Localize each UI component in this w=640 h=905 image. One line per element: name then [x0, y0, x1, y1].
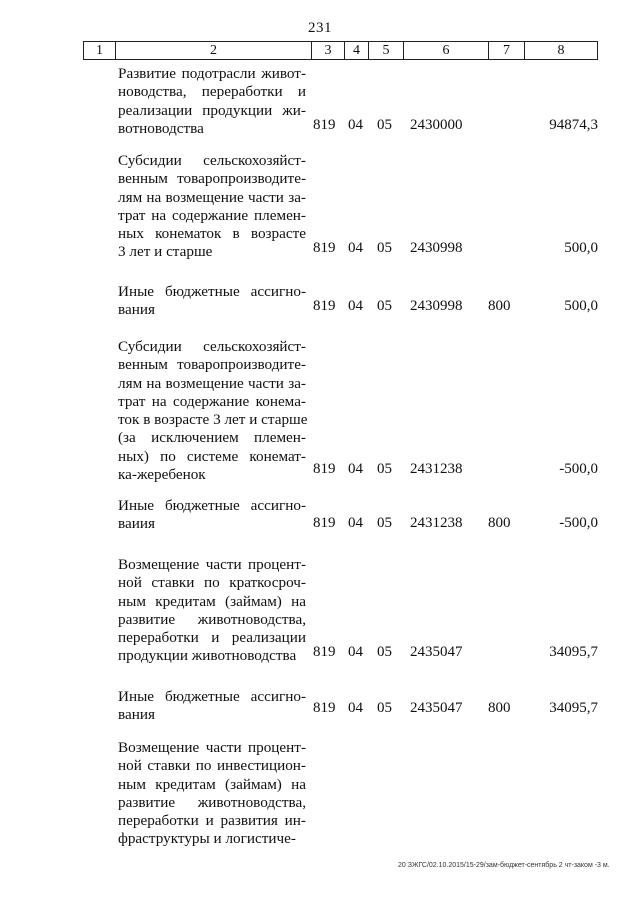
row-description	[118, 283, 306, 320]
description-line: 3 лет и старше	[118, 243, 213, 261]
description-line: Иные бюджетные ассигно-	[118, 497, 306, 514]
cell-c7: 800	[488, 515, 511, 531]
cell-c8: 500,0	[564, 240, 598, 256]
description-line: продукции животноводства	[118, 647, 297, 665]
cell-c5: 05	[377, 644, 392, 660]
header-col-2: 2	[115, 42, 311, 59]
cell-c6: 2431238	[410, 515, 463, 531]
cell-c4: 04	[348, 700, 363, 716]
header-col-8: 8	[524, 42, 597, 59]
footer-note: 20 ЗЖГС/02.10.2015/15-29/зам-бюджет-сентябрь 2 чт-заком -3 м.	[398, 862, 610, 869]
description-line: ваиия	[118, 515, 155, 533]
description-line: ным кредитам (займам) на	[118, 775, 306, 793]
description-line: ных конематок в возрасте	[118, 225, 306, 243]
header-col-4: 4	[344, 42, 368, 59]
description-line: Субсидии сельскохозяйст-	[118, 152, 306, 169]
cell-c8: 34095,7	[549, 700, 598, 716]
description-line: развитие животноводства,	[118, 610, 306, 628]
description-line: Иные бюджетные ассигно-	[118, 688, 306, 705]
cell-c3: 819	[313, 240, 336, 256]
row-description	[118, 688, 306, 725]
description-line: ка-жеребенок	[118, 466, 206, 484]
description-line: лям на возмещение части за-	[118, 374, 306, 392]
cell-c4: 04	[348, 240, 363, 256]
cell-c3: 819	[313, 461, 336, 477]
description-line: новодства, переработки и	[118, 83, 306, 101]
description-line: Возмещение части процент-	[118, 739, 306, 756]
cell-c8: 94874,3	[549, 117, 598, 133]
description-line: Иные бюджетные ассигно-	[118, 283, 306, 300]
description-line: переработки и реализации	[118, 629, 306, 647]
page-number: 231	[308, 20, 332, 36]
header-col-5: 5	[368, 42, 403, 59]
description-line: развитие животноводства,	[118, 793, 306, 811]
cell-c3: 819	[313, 298, 336, 314]
cell-c3: 819	[313, 644, 336, 660]
header-col-1: 1	[96, 43, 103, 58]
cell-c3: 819	[313, 515, 336, 531]
header-col-6: 6	[403, 42, 488, 59]
row-description	[118, 65, 306, 138]
cell-c3: 819	[313, 700, 336, 716]
header-col-3: 3	[311, 42, 344, 59]
description-line: ных) по системе конемат-	[118, 447, 306, 465]
cell-c4: 04	[348, 644, 363, 660]
description-line: Развитие подотрасли живот-	[118, 65, 306, 82]
description-line: венным товаропроизводите-	[118, 170, 306, 188]
cell-c6: 2435047	[410, 644, 463, 660]
description-line: (за исключением племен-	[118, 429, 306, 447]
row-description	[118, 338, 306, 484]
description-line: вания	[118, 706, 155, 724]
description-line: лям на возмещение части за-	[118, 188, 306, 206]
cell-c4: 04	[348, 515, 363, 531]
cell-c8: 500,0	[564, 298, 598, 314]
cell-c5: 05	[377, 298, 392, 314]
row-description	[118, 152, 306, 262]
table-header-row	[83, 41, 598, 60]
row-description	[118, 739, 306, 849]
cell-c7: 800	[488, 298, 511, 314]
description-line: Субсидии сельскохозяйст-	[118, 338, 306, 355]
cell-c6: 2435047	[410, 700, 463, 716]
cell-c4: 04	[348, 461, 363, 477]
cell-c5: 05	[377, 117, 392, 133]
cell-c4: 04	[348, 117, 363, 133]
cell-c7: 800	[488, 700, 511, 716]
cell-c6: 2431238	[410, 461, 463, 477]
cell-c8: 34095,7	[549, 644, 598, 660]
description-line: реализации продукции жи-	[118, 101, 306, 119]
cell-c8: -500,0	[559, 515, 598, 531]
row-description	[118, 497, 306, 534]
description-line: венным товаропроизводите-	[118, 356, 306, 374]
description-line: переработки и развития ин-	[118, 812, 306, 830]
cell-c6: 2430000	[410, 117, 463, 133]
cell-c3: 819	[313, 117, 336, 133]
description-line: Возмещение части процент-	[118, 556, 306, 573]
cell-c5: 05	[377, 700, 392, 716]
description-line: фраструктуры и логистиче-	[118, 830, 296, 848]
cell-c5: 05	[377, 515, 392, 531]
description-line: ной ставки по краткосроч-	[118, 574, 306, 592]
row-description	[118, 556, 306, 666]
cell-c5: 05	[377, 461, 392, 477]
cell-c8: -500,0	[559, 461, 598, 477]
description-line: ным кредитам (займам) на	[118, 592, 306, 610]
description-line: вотноводства	[118, 119, 204, 137]
description-line: вания	[118, 301, 155, 319]
description-line: ной ставки по инвестицион-	[118, 757, 306, 775]
description-line: трат на содержание конема-	[118, 392, 306, 410]
cell-c4: 04	[348, 298, 363, 314]
cell-c5: 05	[377, 240, 392, 256]
description-line: ток в возрасте 3 лет и старше	[118, 411, 308, 429]
cell-c6: 2430998	[410, 298, 463, 314]
description-line: трат на содержание племен-	[118, 206, 306, 224]
header-col-7: 7	[488, 42, 524, 59]
cell-c6: 2430998	[410, 240, 463, 256]
